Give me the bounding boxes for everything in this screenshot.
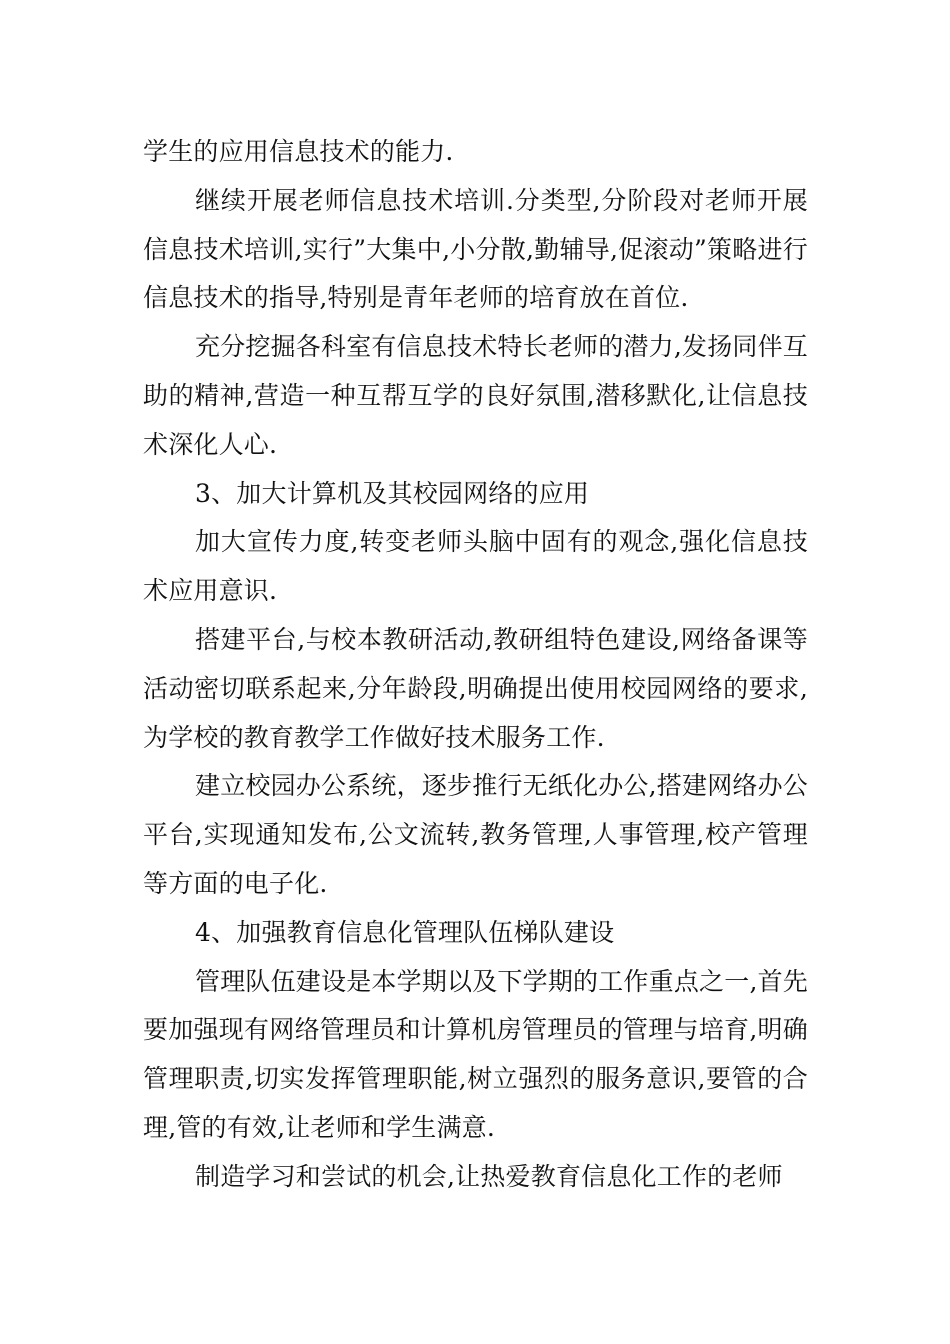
paragraph-6: 搭建平台,与校本教研活动,教研组特色建设,网络备课等活动密切联系起来,分年龄段,明确提出使用校园网络的要求,为学校的教育教学工作做好技术服务工作. bbox=[143, 624, 808, 752]
section-heading-3: 3、加大计算机及其校园网络的应用 bbox=[195, 478, 590, 508]
paragraph-2: 继续开展老师信息技术培训.分类型,分阶段对老师开展信息技术培训,实行”大集中,小分散,勤辅导,促滚动”策略进行信息技术的指导,特别是青年老师的培育放在首位. bbox=[143, 185, 808, 313]
paragraph-9: 管理队伍建设是本学期以及下学期的工作重点之一,首先要加强现有网络管理员和计算机房管理员的管理与培育,明确管理职责,切实发挥管理职能,树立强烈的服务意识,要管的合理,管的有效,让老师和学生满意. bbox=[143, 966, 808, 1142]
paragraph-7: 建立校园办公系统，逐步推行无纸化办公,搭建网络办公平台,实现通知发布,公文流转,教务管理,人事管理,校产管理等方面的电子化. bbox=[143, 771, 808, 898]
paragraph-3: 充分挖掘各科室有信息技术特长老师的潜力,发扬同伴互助的精神,营造一种互帮互学的良好氛围,潜移默化,让信息技术深化人心. bbox=[143, 332, 808, 459]
paragraph-10: 制造学习和尝试的机会,让热爱教育信息化工作的老师 bbox=[195, 1161, 783, 1191]
paragraph-1: 学生的应用信息技术的能力. bbox=[143, 137, 454, 166]
document-body bbox=[143, 128, 808, 1202]
section-heading-4: 4、加强教育信息化管理队伍梯队建设 bbox=[195, 917, 615, 947]
paragraph-5: 加大宣传力度,转变老师头脑中固有的观念,强化信息技术应用意识. bbox=[143, 527, 808, 606]
